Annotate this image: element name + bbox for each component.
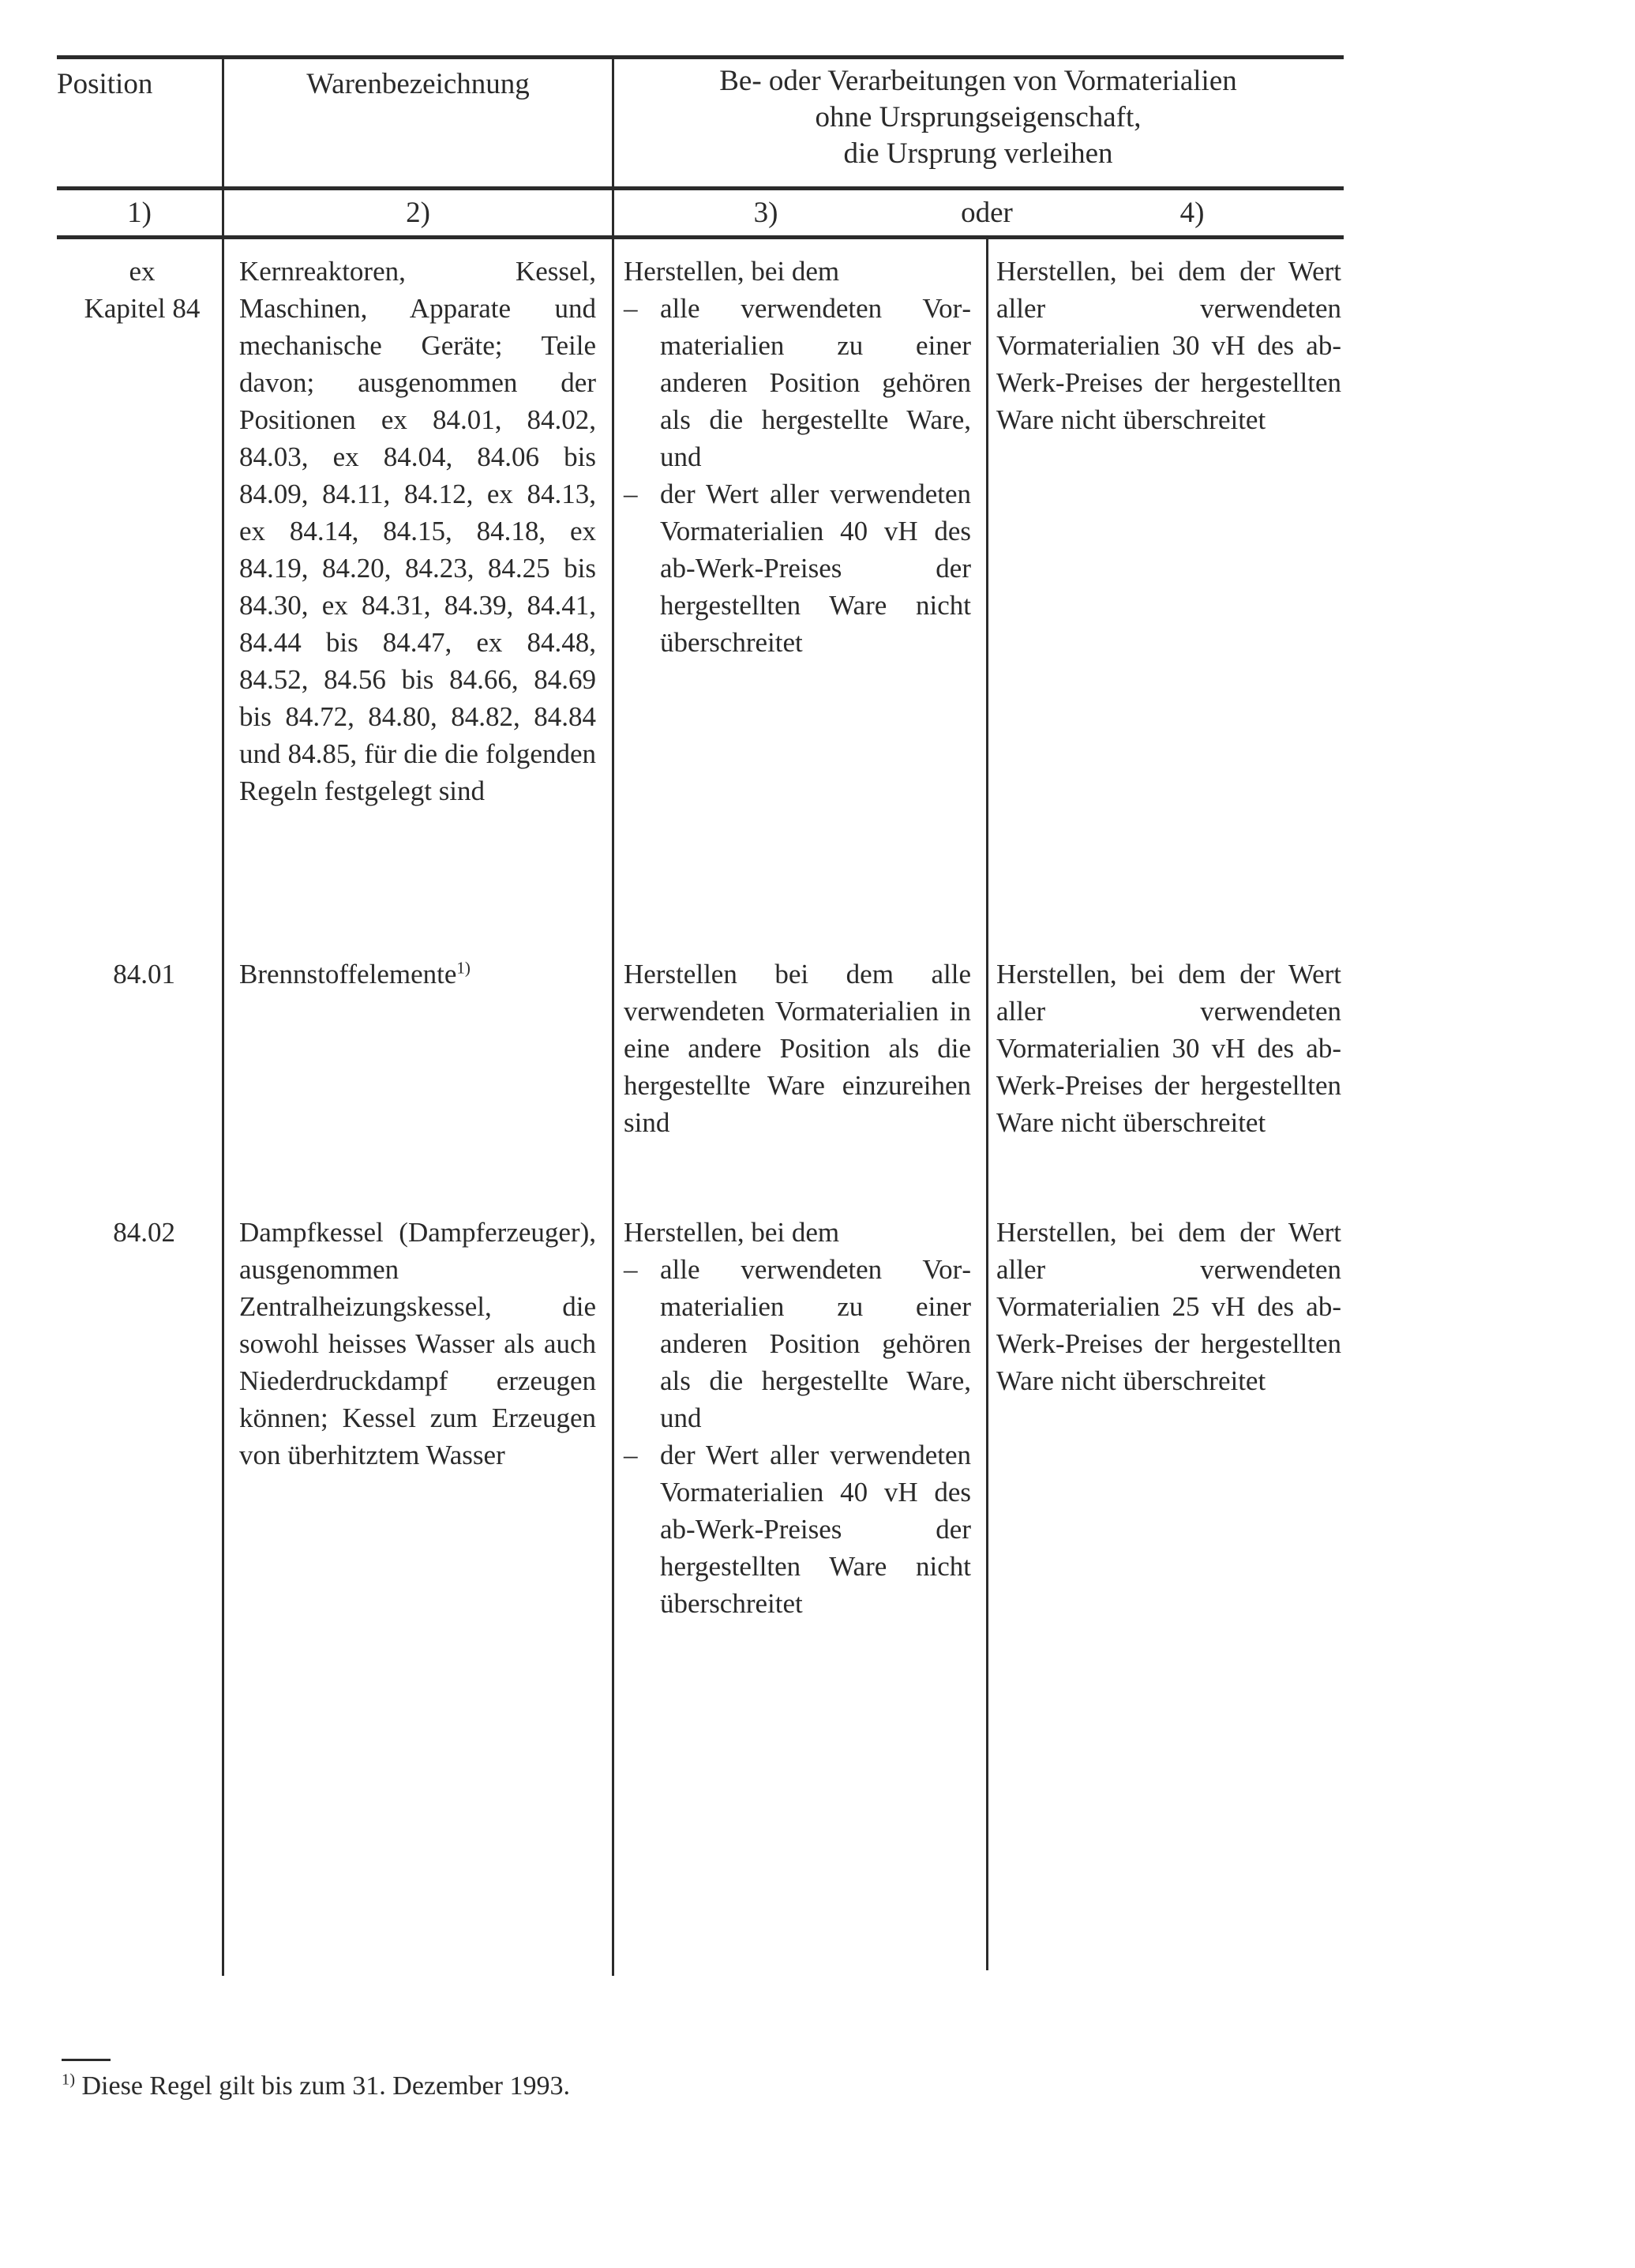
header-processing-line-1: Be- oder Verarbeitungen von Vormaterialien — [719, 65, 1237, 97]
column-number-4: 4) — [1179, 197, 1205, 229]
column-divider-3 — [986, 237, 988, 1970]
footnote-text: Diese Regel gilt bis zum 31. Dezember 1993. — [81, 2071, 570, 2101]
column-number-2: 2) — [406, 197, 430, 229]
position-prefix: ex — [129, 256, 156, 287]
rule-condition-item: – alle verwendeten Vormaterialien zu einer anderen Position gehören als die hergestellte Ware, und — [624, 1251, 971, 1436]
description-text: Brennstoffelemente — [239, 959, 457, 989]
row-description: Dampfkessel (Dampferzeuger), ausgenommen Zentralheizungskessel, die sowohl heisses Wasser als auch Niederdruckdampf erzeugen können; Kessel zum Erzeugen von überhitztem Wasser — [239, 1217, 596, 1470]
header-position: Position — [57, 68, 153, 100]
footnote-separator — [62, 2059, 111, 2061]
column-or-label: oder — [961, 197, 1013, 229]
row-rule-column-3 — [624, 1214, 971, 1622]
row-position: 84.02 — [113, 1217, 175, 1248]
header-processing — [614, 63, 1342, 172]
column-divider-1 — [222, 57, 224, 1976]
header-processing-line-2: ohne Ursprungseigenschaft, — [815, 101, 1142, 133]
rule-intro: Herstellen, bei dem — [624, 1217, 840, 1248]
column-number-1: 1) — [127, 197, 152, 229]
row-position: 84.01 — [113, 959, 175, 989]
row-rule-column-4: Herstellen, bei dem der Wert aller verwendeten Vormaterialien 25 vH des ab-Werk-Preises der hergestellten Ware nicht überschreitet — [996, 1217, 1341, 1396]
rule-intro: Herstellen, bei dem — [624, 256, 840, 287]
footnote-reference[interactable]: 1) — [456, 958, 471, 978]
header-processing-line-3: die Ursprung verleihen — [843, 137, 1113, 170]
row-rule-column-4: Herstellen, bei dem der Wert aller verwendeten Vormaterialien 30 vH des ab-Werk-Preises der hergestellten Ware nicht überschreitet — [996, 256, 1341, 435]
row-position — [71, 253, 213, 327]
rule-condition-item: – alle verwendeten Vormaterialien zu einer anderen Position gehören als die hergestellte Ware, und — [624, 290, 971, 475]
column-number-3: 3) — [753, 197, 778, 229]
row-description: Kernreaktoren, Kessel, Maschinen, Apparate und mechanische Geräte; Teile davon; ausgenommen der Positionen ex 84.01, 84.02, 84.03, ex 84.04, 84.06 bis 84.09, 84.11, 84.12, ex 84.13, ex 84.14, 84.15, 84.18, ex 84.19, 84.20, 84.23, 84.25 bis 84.30, ex 84.31, 84.39, 84.41, 84.44 bis 84.47, ex 84.48, 84.52, 84.56 bis 84.66, 84.69 bis 84.72, 84.80, 84.82, 84.84 und 84.85, für die die folgenden Regeln festgelegt sind — [239, 256, 596, 806]
row-rule-column-3: Herstellen bei dem alle verwendeten Vormaterialien in eine andere Position als die hergestellte Ware einzureihen sind — [624, 959, 971, 1138]
rule-condition-item: – der Wert aller verwendeten Vormaterialien 40 vH des ab-Werk-Preises der hergestellten Ware nicht überschreitet — [624, 1436, 971, 1622]
column-divider-2 — [612, 57, 614, 1976]
footnote-marker: 1) — [62, 2071, 75, 2089]
column-number-rule — [57, 235, 1344, 239]
footnote — [62, 2069, 570, 2104]
row-rule-column-3 — [624, 253, 971, 661]
header-description: Warenbezeichnung — [306, 68, 530, 100]
header-bottom-rule — [57, 186, 1344, 190]
table-top-rule — [57, 55, 1344, 59]
row-rule-column-4: Herstellen, bei dem der Wert aller verwendeten Vormaterialien 30 vH des ab-Werk-Preises der hergestellten Ware nicht überschreitet — [996, 959, 1341, 1138]
row-description — [239, 956, 596, 993]
rule-condition-item: – der Wert aller verwendeten Vormaterialien 40 vH des ab-Werk-Preises der hergestellten Ware nicht überschreitet — [624, 475, 971, 661]
position-value: Kapitel 84 — [84, 293, 201, 324]
